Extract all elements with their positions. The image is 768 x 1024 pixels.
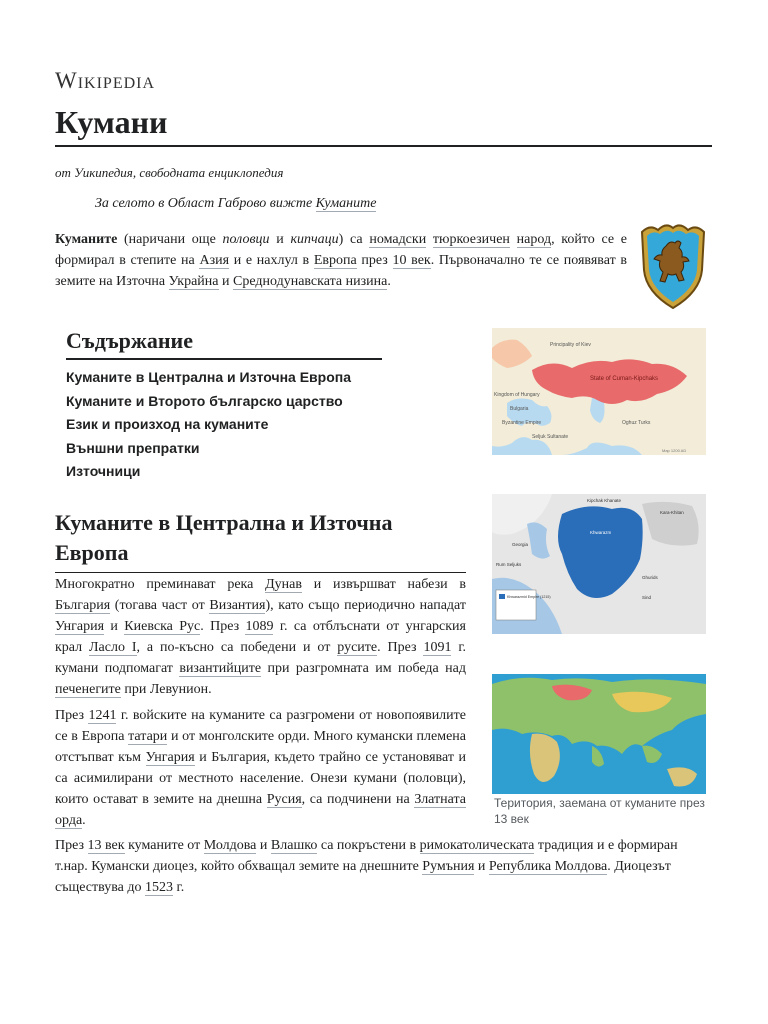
p3-text: традиция и е формиран т.нар. Кумански диоцез, който обхващал земите на днешните — [55, 838, 678, 874]
p1-text: при разгромната им победа над — [261, 661, 467, 676]
p2-text: и от монголските орди. Много кумански племена отстъпват към — [55, 729, 467, 765]
link-ukraine[interactable]: Украйна — [168, 274, 219, 289]
link-hungary[interactable]: Унгария — [55, 619, 105, 634]
link-asia[interactable]: Азия — [199, 253, 230, 268]
toc-item[interactable]: Външни препратки — [66, 439, 200, 456]
p1-text: и извършват набези в — [302, 577, 466, 592]
lead-text — [510, 232, 517, 247]
link-roman-catholic[interactable]: римокатолическата — [419, 838, 535, 853]
p3-text: куманите от — [124, 838, 204, 853]
link-nomadic[interactable]: номадски — [369, 232, 427, 247]
map2-label: Kipchak Khanate — [587, 498, 622, 503]
link-tatars[interactable]: татари — [128, 729, 168, 744]
p1-text: ), като също периодично нападат — [265, 598, 466, 613]
map1-label: Seljuk Sultanate — [532, 434, 569, 440]
link-1089[interactable]: 1089 — [245, 619, 274, 634]
map1-credit: Map 1200 AD — [662, 448, 687, 453]
link-pannonian-basin[interactable]: Среднодунавската низина — [233, 274, 388, 289]
map-caption: Територия, заемана от куманите през 13 век — [494, 796, 705, 826]
lead-text: ) са — [338, 232, 370, 247]
link-wallachia[interactable]: Влашко — [270, 838, 318, 853]
p3-text: През — [55, 838, 88, 853]
lead-text — [426, 232, 433, 247]
page-title: Кумани — [55, 104, 712, 147]
map2-label: Kara-Khitan — [660, 510, 684, 515]
link-hungary-2[interactable]: Унгария — [145, 750, 195, 765]
link-1523[interactable]: 1523 — [145, 880, 174, 895]
lead-text: . Първоначално те се появяват в земите на Източна — [55, 253, 627, 289]
lead-bold-term: Куманите — [55, 232, 118, 247]
map2-legend: Khwarazmid Empire (1215) — [507, 595, 551, 599]
p1-text: и — [104, 619, 125, 634]
link-1241[interactable]: 1241 — [88, 708, 117, 723]
hatnote-link[interactable]: Куманите — [315, 196, 377, 211]
link-byzantium[interactable]: Византия — [209, 598, 266, 613]
paragraph-1 — [55, 574, 466, 700]
lead-text: (наричани още — [117, 232, 223, 247]
p2-text: и България, където трайно се установяват и са асимилирани от местното население. Онези кумани (половци), които остават в земите на днешна — [55, 750, 466, 807]
link-russia[interactable]: Русия — [266, 792, 302, 807]
section-heading: Куманите в Централна и Източна Европа — [55, 508, 466, 573]
toc-item[interactable]: Език и произход на куманите — [66, 416, 269, 432]
map1-label: Bulgaria — [510, 406, 529, 412]
map-13th-century[interactable] — [492, 674, 706, 794]
toc-item[interactable]: Източници — [66, 463, 141, 479]
p1-text: . През — [377, 640, 424, 655]
link-moldova[interactable]: Република Молдова — [488, 859, 608, 874]
cuman-coat-of-arms-icon[interactable] — [636, 222, 710, 310]
p1-text: при Левунион. — [120, 682, 212, 697]
link-kievan-rus[interactable]: Киевска Рус — [124, 619, 201, 634]
p3-text: са покръстени в — [317, 838, 420, 853]
map1-label: Principality of Kiev — [550, 342, 591, 348]
map2-label: Sind — [642, 595, 652, 600]
p3-text: г. — [173, 880, 185, 895]
link-10th-century[interactable]: 10 век — [392, 253, 431, 268]
link-ladislaus-i[interactable]: Ласло I — [89, 640, 137, 655]
lead-text: и — [269, 232, 291, 247]
map2-label: Rum Seljuks — [496, 562, 522, 567]
p3-text: и — [256, 838, 271, 853]
p1-text: . През — [200, 619, 246, 634]
link-moldavia[interactable]: Молдова — [203, 838, 257, 853]
link-1091[interactable]: 1091 — [423, 640, 452, 655]
wikipedia-logo[interactable]: Wikipedia — [55, 68, 156, 93]
p1-text: Многократно преминават река — [55, 577, 266, 592]
p2-text: , са подчинени на — [301, 792, 415, 807]
lead-text: . — [387, 274, 391, 289]
link-pechenegs[interactable]: печенегите — [55, 682, 121, 697]
link-people[interactable]: народ — [516, 232, 552, 247]
link-golden-horde[interactable]: Златната орда — [55, 792, 466, 828]
p1-text: (тогава част от — [110, 598, 210, 613]
map-khwarazm[interactable] — [492, 494, 706, 634]
p1-text: г. кумани подпомагат — [55, 640, 467, 676]
paragraph-3 — [55, 835, 711, 898]
p2-text: . — [82, 813, 86, 828]
lead-text: и е нахлул в — [229, 253, 314, 268]
paragraph-2 — [55, 705, 466, 831]
lead-text: , който се е формирал в степите на — [55, 232, 628, 268]
hatnote — [95, 196, 376, 212]
hatnote-text: За селото в Област Габрово вижте — [95, 196, 316, 211]
p2-text: През — [55, 708, 89, 723]
p1-text: , а по-късно са победени и от — [136, 640, 338, 655]
map-cuman-state[interactable] — [492, 328, 706, 455]
map2-label: Georgia — [512, 542, 529, 547]
link-byzantines[interactable]: византийците — [179, 661, 262, 676]
link-bulgaria[interactable]: България — [55, 598, 111, 613]
map1-label: Oghuz Turks — [622, 420, 651, 426]
link-europe[interactable]: Европа — [313, 253, 357, 268]
page-subtitle: от Уикипедия, свободната енциклопедия — [55, 165, 284, 180]
p1-text: г. са отблъснати от унгарския крал — [55, 619, 466, 655]
link-turkic[interactable]: тюркоезичен — [432, 232, 510, 247]
lead-italic: половци — [222, 232, 270, 247]
lead-paragraph — [55, 229, 627, 292]
link-russians[interactable]: русите — [337, 640, 378, 655]
map1-label: Byzantine Empire — [502, 420, 542, 426]
link-danube[interactable]: Дунав — [265, 577, 302, 592]
table-of-contents — [66, 328, 382, 484]
p3-text: и — [474, 859, 489, 874]
link-romania[interactable]: Румъния — [422, 859, 475, 874]
map1-label: Kingdom of Hungary — [494, 392, 540, 398]
toc-item[interactable]: Куманите в Централна и Източна Европа — [66, 369, 351, 385]
lead-text: и — [218, 274, 233, 289]
toc-item[interactable]: Куманите и Второто българско царство — [66, 392, 343, 409]
lead-text: през — [356, 253, 393, 268]
toc-heading: Съдържание — [66, 328, 382, 360]
p2-text: г. войските на куманите са разгромени от новопоявилите се в Европа — [55, 708, 466, 744]
map1-label: State of Cuman-Kipchaks — [590, 376, 659, 382]
link-13th-century[interactable]: 13 век — [87, 838, 125, 853]
lead-italic: кипчаци — [290, 232, 339, 247]
map2-label: Ghurids — [642, 575, 658, 580]
p3-text: . Диоцезът съществува до — [55, 859, 671, 895]
map2-label: Khwarazm — [590, 530, 612, 535]
